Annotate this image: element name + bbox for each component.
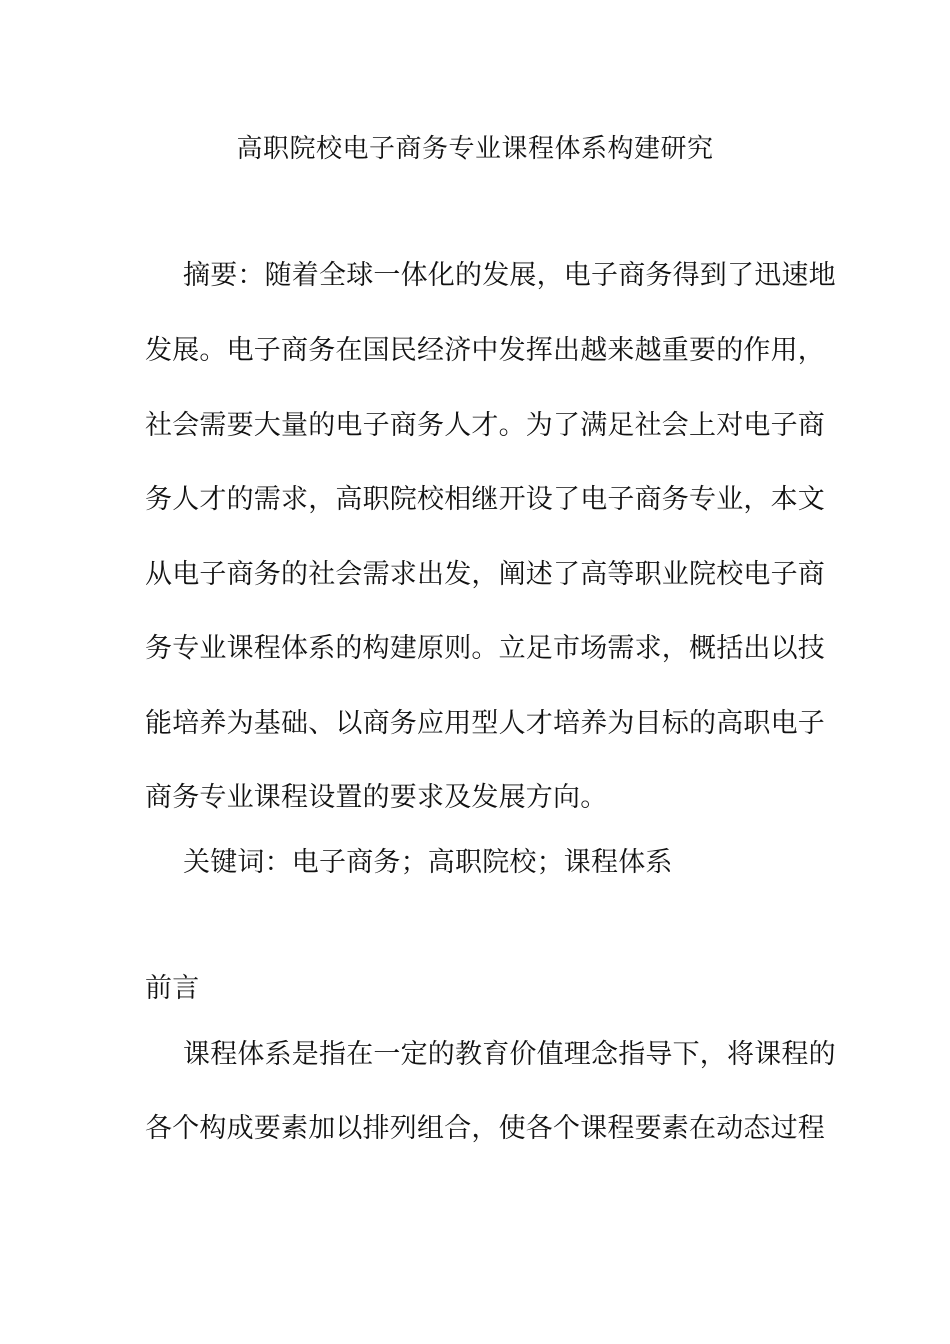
document-title: 高职院校电子商务专业课程体系构建研究 — [236, 134, 714, 164]
section-heading: 前言 — [145, 973, 200, 1004]
abstract-line: 摘要：随着全球一体化的发展，电子商务得到了迅速地 — [183, 260, 836, 291]
abstract-line: 商务专业课程设置的要求及发展方向。 — [145, 782, 608, 813]
abstract-line: 务人才的需求，高职院校相继开设了电子商务专业，本文 — [145, 484, 825, 515]
abstract-line: 务专业课程体系的构建原则。立足市场需求，概括出以技 — [145, 633, 825, 664]
body-line: 各个构成要素加以排列组合，使各个课程要素在动态过程 — [145, 1113, 825, 1144]
body-line: 课程体系是指在一定的教育价值理念指导下，将课程的 — [183, 1039, 836, 1070]
abstract-line: 从电子商务的社会需求出发，阐述了高等职业院校电子商 — [145, 559, 825, 590]
abstract-line: 能培养为基础、以商务应用型人才培养为目标的高职电子 — [145, 708, 825, 739]
abstract-line: 发展。电子商务在国民经济中发挥出越来越重要的作用， — [145, 335, 825, 366]
keywords-line: 关键词：电子商务；高职院校；课程体系 — [183, 847, 673, 878]
abstract-line: 社会需要大量的电子商务人才。为了满足社会上对电子商 — [145, 410, 825, 441]
